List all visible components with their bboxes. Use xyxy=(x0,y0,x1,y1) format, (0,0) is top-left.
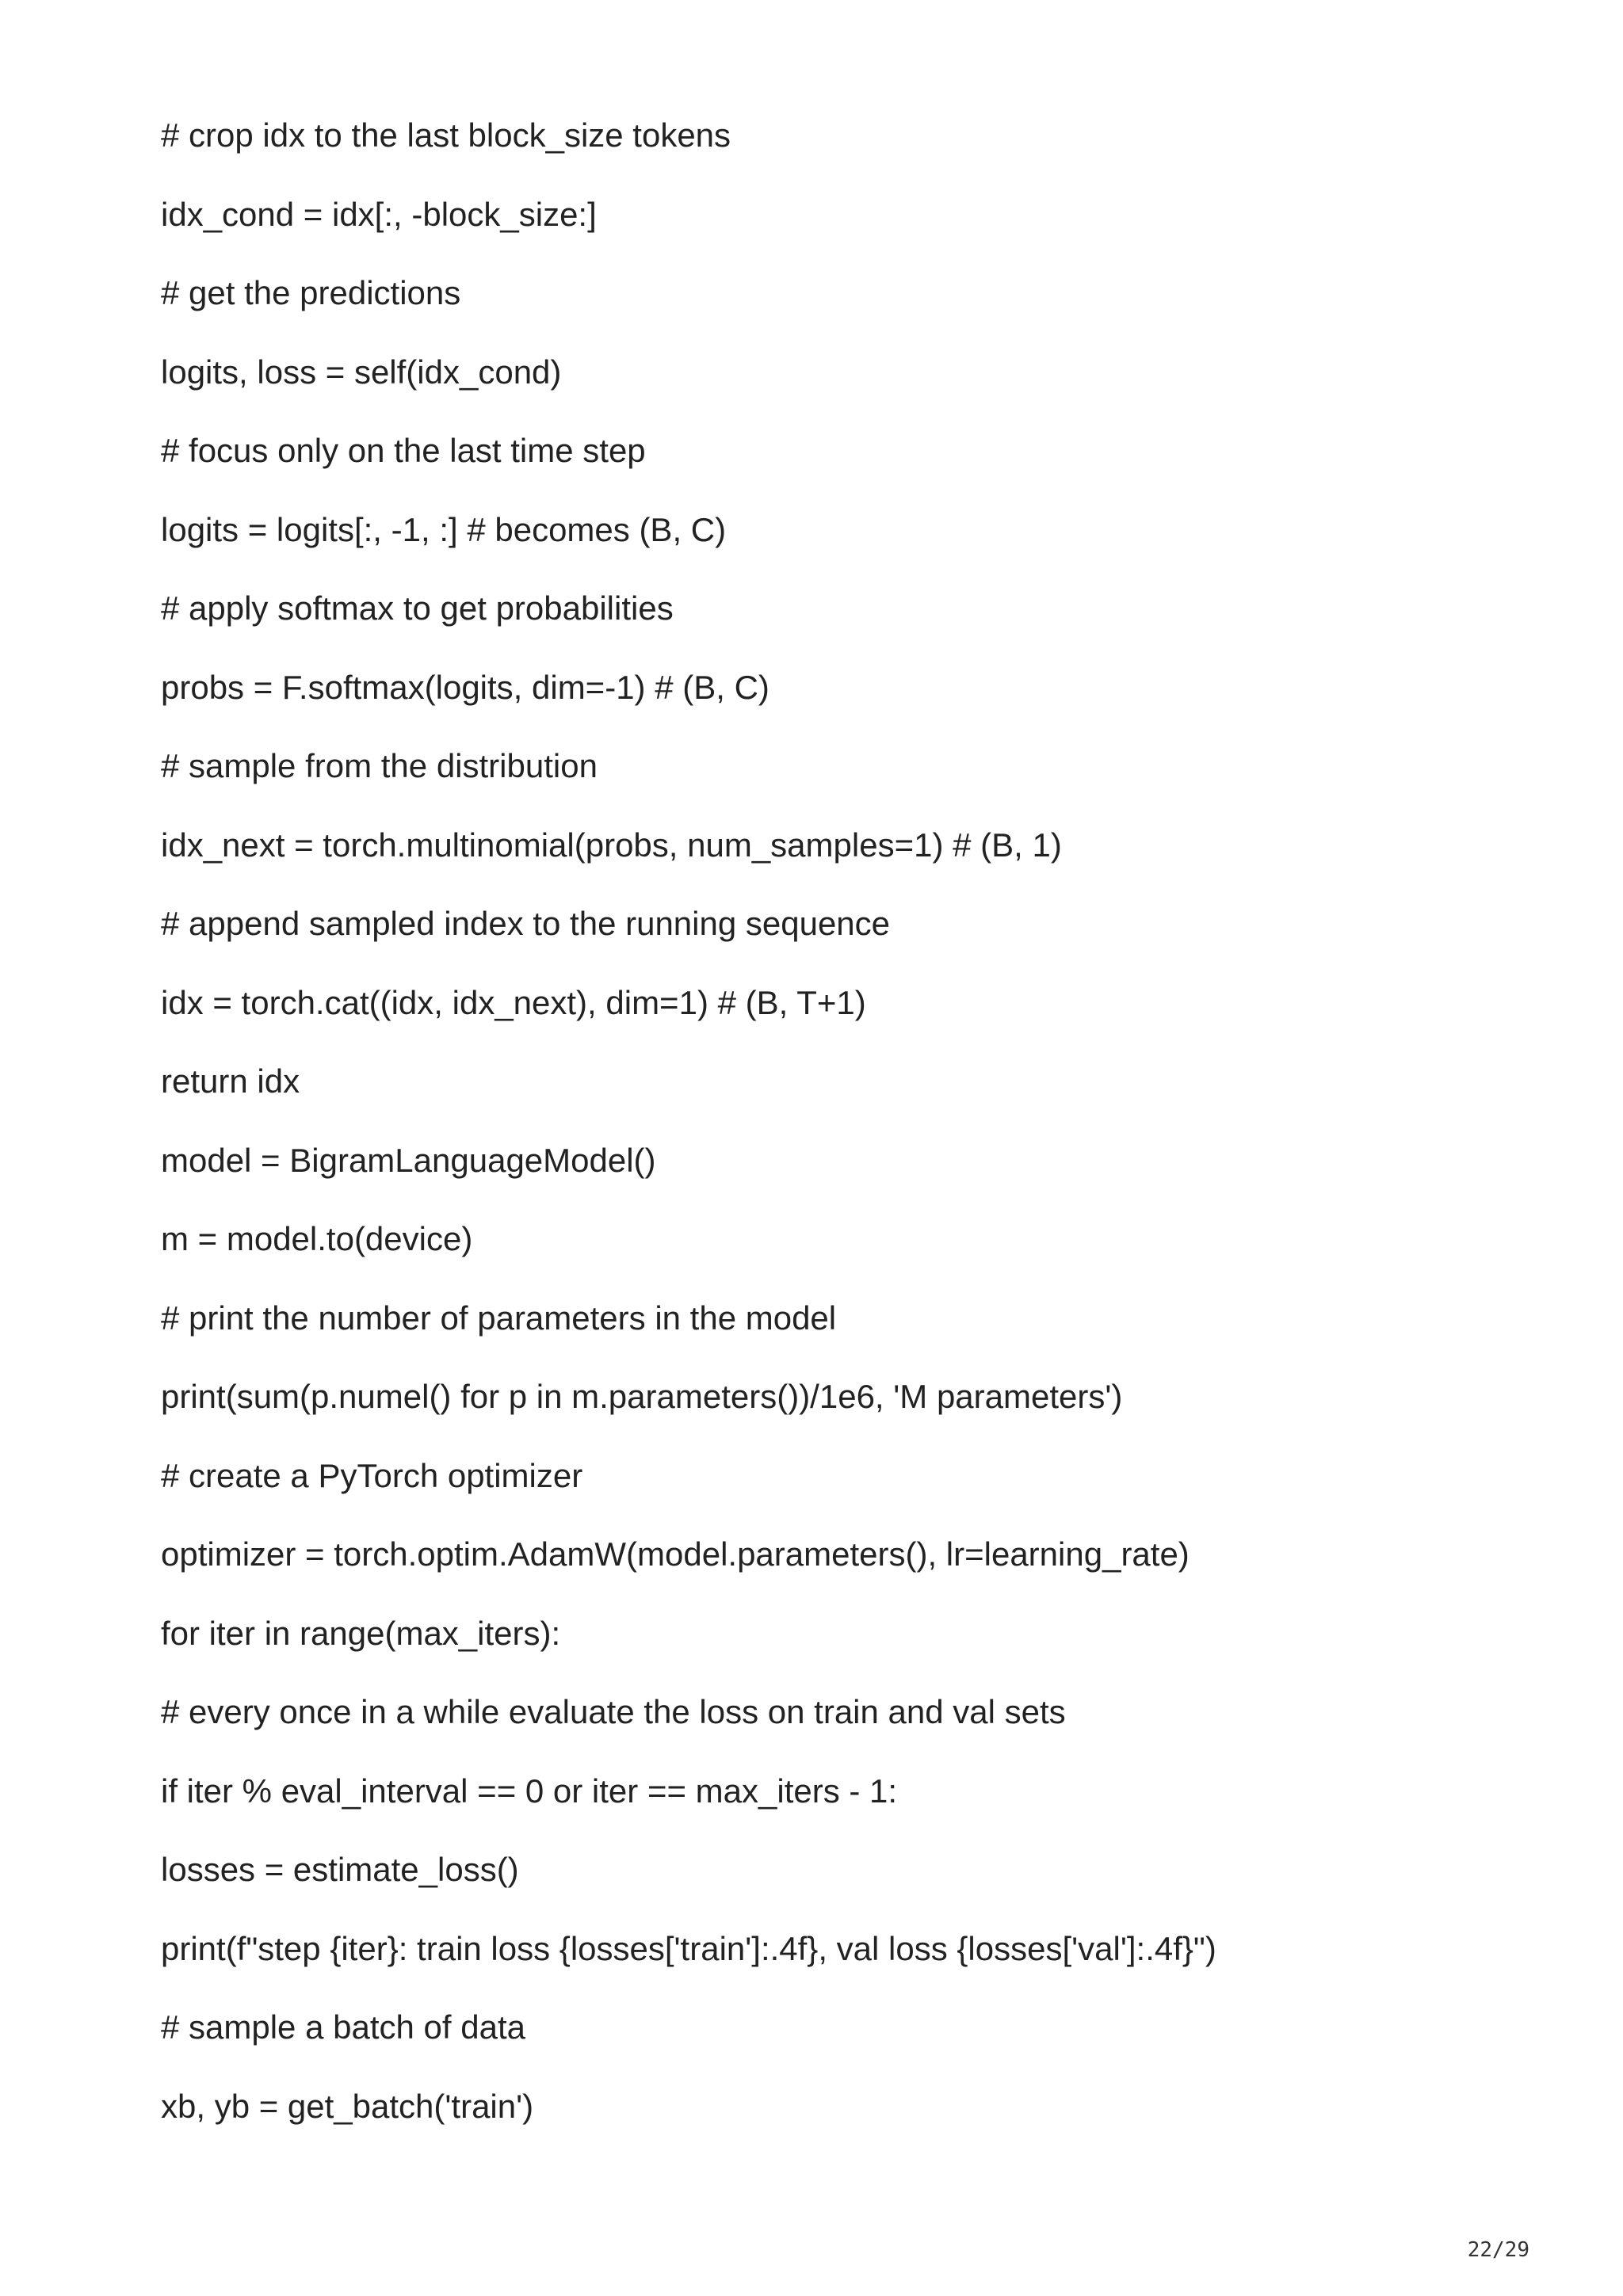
text-line: losses = estimate_loss() xyxy=(161,1851,519,1888)
text-line: m = model.to(device) xyxy=(161,1220,473,1257)
text-line: if iter % eval_interval == 0 or iter == max_iters - 1: xyxy=(161,1772,898,1810)
text-line: idx_next = torch.multinomial(probs, num_samples=1) # (B, 1) xyxy=(161,826,1062,864)
text-line: probs = F.softmax(logits, dim=-1) # (B, C) xyxy=(161,668,769,706)
text-line: # apply softmax to get probabilities xyxy=(161,589,674,627)
code-text-block xyxy=(161,113,1216,2163)
text-line: print(sum(p.numel() for p in m.parameters())/1e6, 'M parameters') xyxy=(161,1378,1123,1415)
text-line: idx = torch.cat((idx, idx_next), dim=1) # (B, T+1) xyxy=(161,983,866,1021)
text-line: logits, loss = self(idx_cond) xyxy=(161,353,562,391)
text-line: logits = logits[:, -1, :] # becomes (B, C) xyxy=(161,510,727,548)
text-line: xb, yb = get_batch('train') xyxy=(161,2087,534,2125)
text-line: print(f"step {iter}: train loss {losses['train']:.4f}, val loss {losses['val']:.4f}") xyxy=(161,1929,1216,1967)
text-line: idx_cond = idx[:, -block_size:] xyxy=(161,195,597,233)
text-line: # crop idx to the last block_size tokens xyxy=(161,116,731,154)
text-line: # create a PyTorch optimizer xyxy=(161,1456,583,1494)
text-line: # focus only on the last time step xyxy=(161,432,646,469)
text-line: # sample a batch of data xyxy=(161,2008,525,2046)
text-line: for iter in range(max_iters): xyxy=(161,1614,561,1652)
text-line: # get the predictions xyxy=(161,274,461,311)
text-line: return idx xyxy=(161,1062,300,1100)
text-line: # print the number of parameters in the model xyxy=(161,1299,837,1337)
page-number: 22/29 xyxy=(1467,2238,1529,2262)
text-line: optimizer = torch.optim.AdamW(model.parameters(), lr=learning_rate) xyxy=(161,1535,1190,1573)
text-line: # sample from the distribution xyxy=(161,747,598,784)
text-line: model = BigramLanguageModel() xyxy=(161,1141,656,1179)
text-line: # every once in a while evaluate the loss on train and val sets xyxy=(161,1693,1066,1730)
text-line: # append sampled index to the running sequence xyxy=(161,905,891,942)
